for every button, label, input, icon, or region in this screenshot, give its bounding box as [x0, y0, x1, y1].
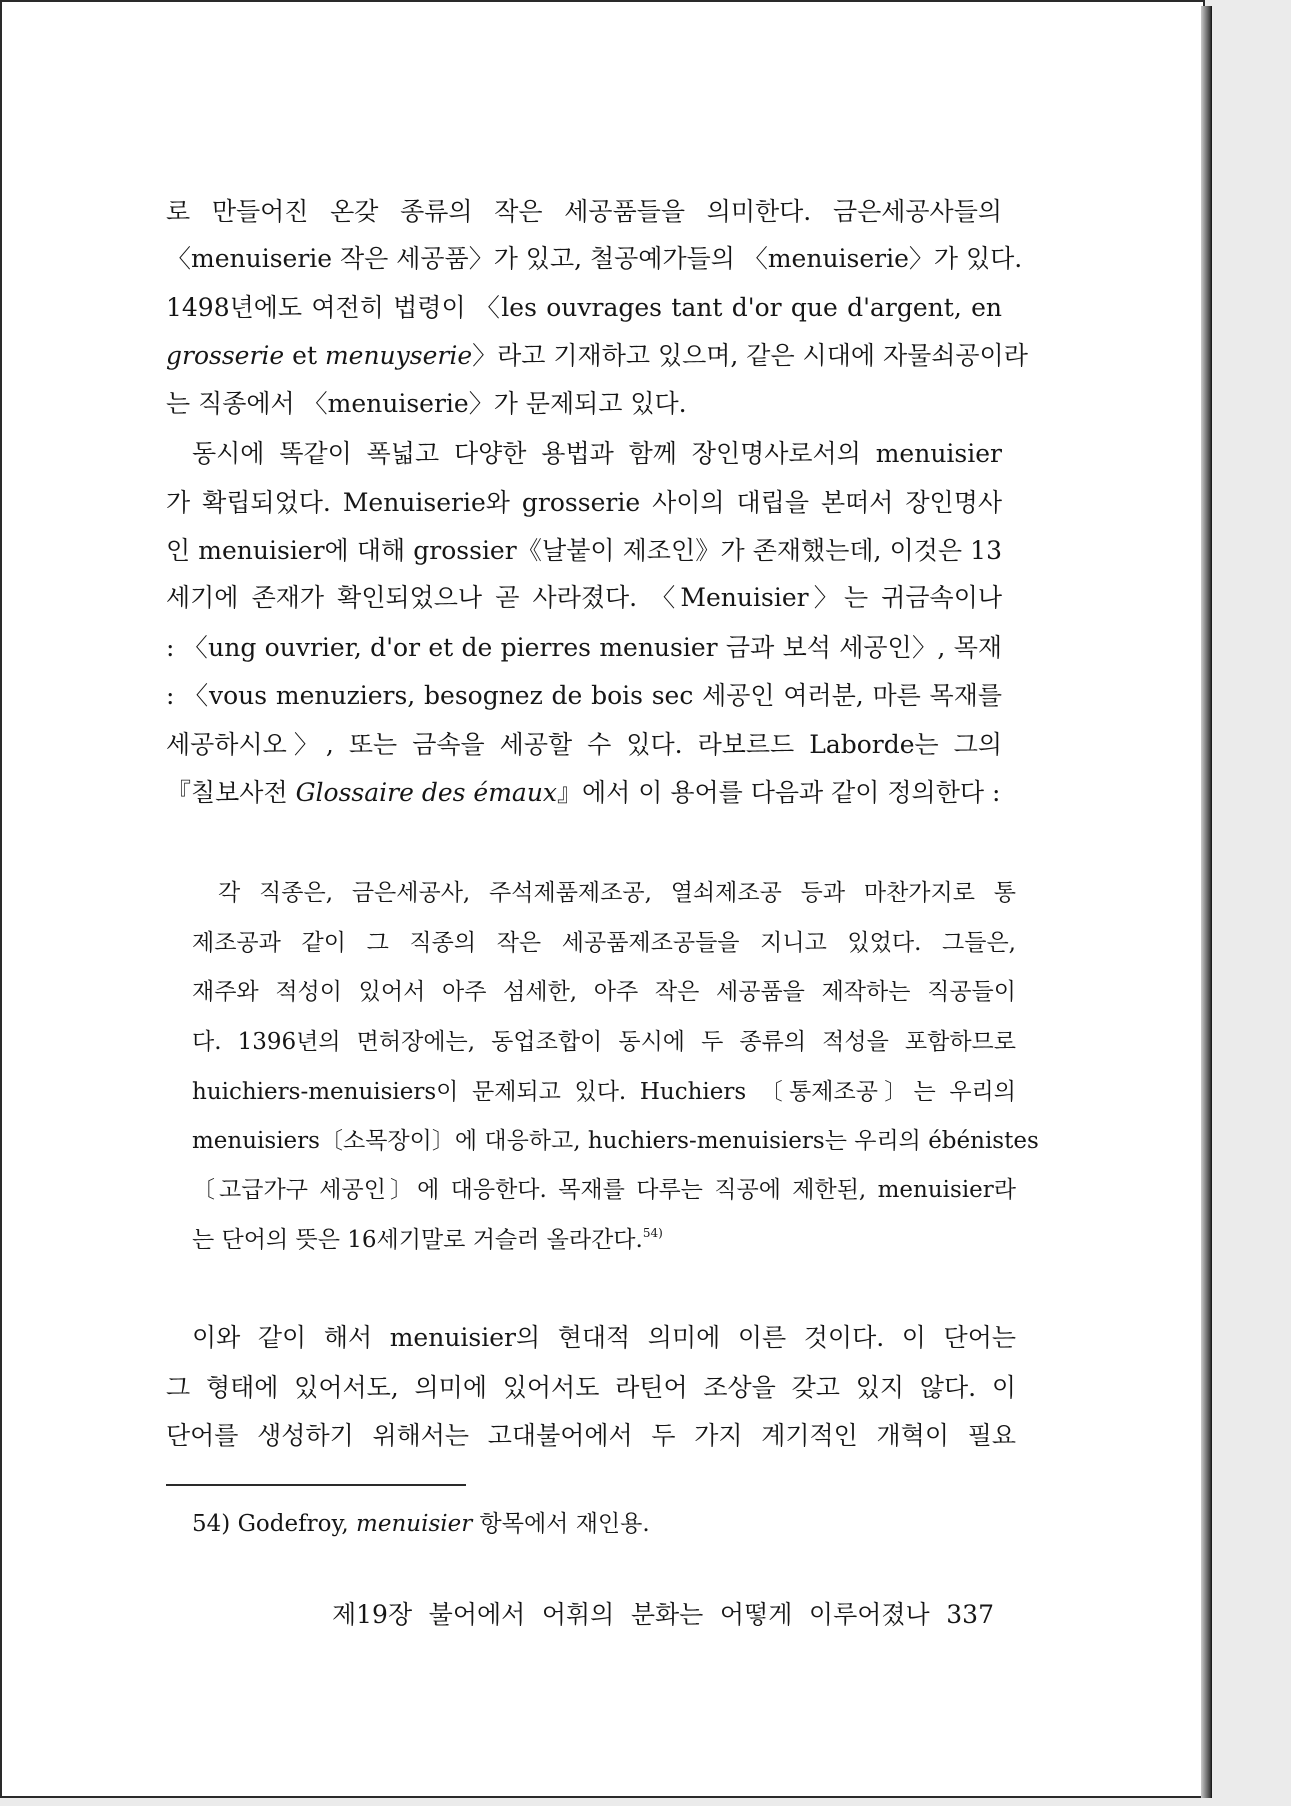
page-text	[2, 2, 1203, 1796]
page-edge-shadow	[1201, 6, 1212, 1798]
text-line: 1498년에도 여전히 법령이 〈les ouvrages tant d'or que d'argent, en	[166, 293, 1002, 322]
footnote-marker: 54)	[642, 1226, 663, 1240]
running-title: 제19장 불어에서 어휘의 분화는 어떻게 이루어졌나	[332, 1600, 930, 1629]
quote-line	[192, 1224, 712, 1256]
text-line: grosserie et menuyserie〉라고 기재하고 있으며, 같은 시대에 자물쇠공이라	[166, 341, 1028, 370]
text-line: 인 menuisier에 대해 grossier《날붙이 제조인》가 존재했는데, 이것은 13	[166, 536, 1002, 565]
running-footer	[332, 1599, 994, 1631]
text-line: 세기에 존재가 확인되었으나 곧 사라졌다. 〈Menuisier〉는 귀금속이나	[166, 583, 1002, 612]
text-line: 세공하시오〉, 또는 금속을 세공할 수 있다. 라보르드 Laborde는 그의	[166, 730, 1002, 759]
quote-line: menuisiers〔소목장이〕에 대응하고, huchiers-menuisiers는 우리의 ébénistes	[192, 1128, 1039, 1154]
footnote-author: Godefroy,	[237, 1511, 349, 1537]
text-line: : 〈vous menuziers, besognez de bois sec 세공인 여러분, 마른 목재를	[166, 681, 1002, 710]
footnote-number: 54)	[192, 1511, 231, 1537]
footnote-term: menuisier	[356, 1511, 473, 1537]
page-number: 337	[946, 1600, 994, 1629]
quote-line-text: 는 단어의 뜻은 16세기말로 거슬러 올라간다.	[192, 1227, 643, 1253]
text-line: 『칠보사전 Glossaire des émaux』에서 이 용어를 다음과 같이 정의한다 :	[166, 778, 1001, 807]
text-line: 로 만들어진 온갖 종류의 작은 세공품들을 의미한다. 금은세공사들의	[166, 197, 1002, 226]
footnote-rule	[166, 1484, 466, 1486]
quote-line: 다. 1396년의 면허장에는, 동업조합이 동시에 두 종류의 적성을 포함하므로	[192, 1029, 1016, 1055]
text-line: 단어를 생성하기 위해서는 고대불어에서 두 가지 계기적인 개혁이 필요	[166, 1421, 1016, 1450]
text-line: 이와 같이 해서 menuisier의 현대적 의미에 이른 것이다. 이 단어는	[192, 1323, 1016, 1352]
text-line: : 〈ung ouvrier, d'or et de pierres menusier 금과 보석 세공인〉, 목재	[166, 633, 1002, 662]
quote-line: 〔고급가구 세공인〕에 대응한다. 목재를 다루는 직공에 제한된, menuisier라	[192, 1177, 1016, 1203]
quote-line: 제조공과 같이 그 직종의 작은 세공품제조공들을 지니고 있었다. 그들은,	[192, 930, 1016, 956]
text-line: 그 형태에 있어서도, 의미에 있어서도 라틴어 조상을 갖고 있지 않다. 이	[166, 1373, 1016, 1402]
footnote-rest: 항목에서 재인용.	[479, 1511, 650, 1537]
text-line: 〈menuiserie 작은 세공품〉가 있고, 철공예가들의 〈menuiserie〉가 있다.	[166, 244, 1023, 273]
text-line: 가 확립되었다. Menuiserie와 grosserie 사이의 대립을 본떠서 장인명사	[166, 488, 1002, 517]
quote-line: 재주와 적성이 있어서 아주 섬세한, 아주 작은 세공품을 제작하는 직공들이	[192, 979, 1016, 1005]
text-line: 는 직종에서 〈menuiserie〉가 문제되고 있다.	[166, 389, 687, 418]
quote-line: 각 직종은, 금은세공사, 주석제품제조공, 열쇠제조공 등과 마찬가지로 통	[218, 880, 1016, 906]
footnote	[192, 1509, 650, 1539]
text-line: 동시에 똑같이 폭넓고 다양한 용법과 함께 장인명사로서의 menuisier	[192, 439, 1002, 468]
quote-line: huichiers-menuisiers이 문제되고 있다. Huchiers 〔통제조공〕는 우리의	[192, 1079, 1016, 1105]
